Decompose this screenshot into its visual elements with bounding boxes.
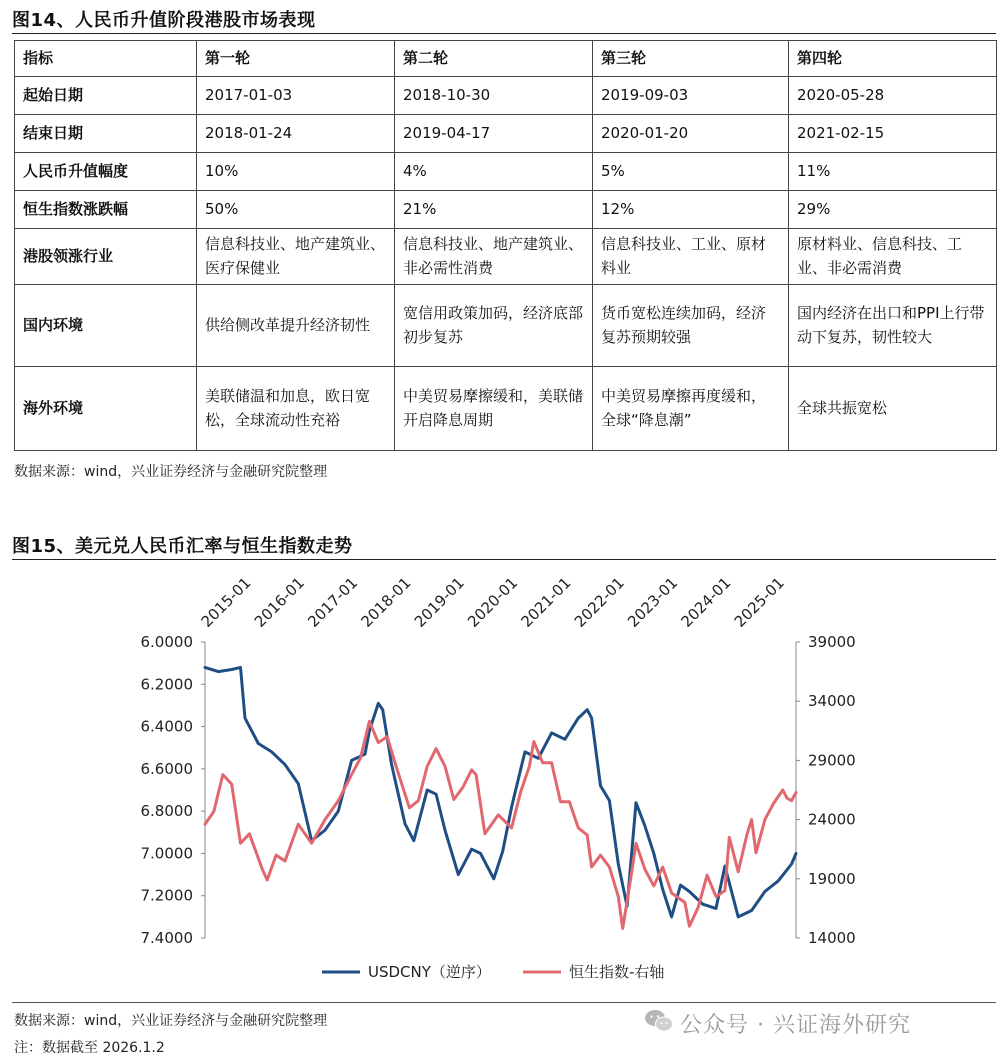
table-cell: 12%	[593, 191, 789, 229]
row-label: 港股领涨行业	[15, 229, 197, 285]
left-tick-label: 7.4000	[140, 929, 193, 947]
left-tick-label: 7.2000	[140, 886, 193, 905]
left-tick-label: 6.0000	[140, 633, 193, 651]
title-rule	[12, 33, 996, 34]
table-cell: 2020-01-20	[593, 115, 789, 153]
table-cell: 原材料业、信息科技、工业、非必需消费	[789, 229, 997, 285]
chart-bottom-rule	[12, 1002, 996, 1003]
x-tick-label: 2016-01	[250, 573, 308, 631]
table-row	[15, 229, 997, 285]
table-cell: 信息科技业、地产建筑业、非必需性消费	[395, 229, 593, 285]
table-cell: 信息科技业、工业、原材料业	[593, 229, 789, 285]
x-tick-label: 2022-01	[570, 573, 628, 631]
table-cell: 国内经济在出口和PPI上行带动下复苏，韧性较大	[789, 285, 997, 367]
x-tick-label: 2017-01	[304, 573, 362, 631]
row-label: 结束日期	[15, 115, 197, 153]
table-cell: 宽信用政策加码，经济底部初步复苏	[395, 285, 593, 367]
table-source-note: 数据来源：wind，兴业证券经济与金融研究院整理	[14, 464, 328, 480]
chart-date-note: 注：数据截至 2026.1.2	[14, 1040, 165, 1056]
x-tick-label: 2021-01	[517, 573, 575, 631]
legend-label: 恒生指数-右轴	[569, 963, 665, 981]
table-row	[15, 367, 997, 451]
table-cell: 11%	[789, 153, 997, 191]
row-label: 海外环境	[15, 367, 197, 451]
fx-hsi-line-chart	[0, 560, 1004, 1000]
table-cell: 中美贸易摩擦再度缓和，全球“降息潮”	[593, 367, 789, 451]
table-cell: 2021-02-15	[789, 115, 997, 153]
right-tick-label: 29000	[808, 751, 856, 770]
right-tick-label: 19000	[808, 869, 856, 888]
right-tick-label: 39000	[808, 633, 856, 651]
table-header-row	[15, 41, 997, 77]
left-tick-label: 7.0000	[140, 844, 193, 863]
row-label: 人民币升值幅度	[15, 153, 197, 191]
table-row	[15, 285, 997, 367]
chart-figure-title: 图15、美元兑人民币汇率与恒生指数走势	[12, 536, 353, 557]
table-cell: 全球共振宽松	[789, 367, 997, 451]
table-cell: 货币宽松连续加码，经济复苏预期较强	[593, 285, 789, 367]
table-cell: 2019-09-03	[593, 77, 789, 115]
header-cell: 第一轮	[197, 41, 395, 77]
row-label: 国内环境	[15, 285, 197, 367]
table-figure-title: 图14、人民币升值阶段港股市场表现	[12, 10, 316, 31]
header-cell: 指标	[15, 41, 197, 77]
table-cell: 2018-01-24	[197, 115, 395, 153]
row-label: 起始日期	[15, 77, 197, 115]
left-tick-label: 6.8000	[140, 802, 193, 821]
x-tick-label: 2019-01	[410, 573, 468, 631]
table-cell: 供给侧改革提升经济韧性	[197, 285, 395, 367]
table-cell: 信息科技业、地产建筑业、医疗保健业	[197, 229, 395, 285]
header-cell: 第四轮	[789, 41, 997, 77]
table-row	[15, 77, 997, 115]
table-cell: 2019-04-17	[395, 115, 593, 153]
table-cell: 21%	[395, 191, 593, 229]
x-tick-label: 2020-01	[464, 573, 522, 631]
right-tick-label: 24000	[808, 810, 856, 829]
left-tick-label: 6.2000	[140, 675, 193, 694]
table-cell: 50%	[197, 191, 395, 229]
table-row	[15, 115, 997, 153]
chart-source-note: 数据来源：wind，兴业证券经济与金融研究院整理	[14, 1013, 328, 1029]
table-row	[15, 153, 997, 191]
table-cell: 2017-01-03	[197, 77, 395, 115]
table-cell: 中美贸易摩擦缓和，美联储开启降息周期	[395, 367, 593, 451]
legend-label: USDCNY（逆序）	[368, 963, 491, 981]
x-tick-label: 2023-01	[624, 573, 682, 631]
x-tick-label: 2025-01	[730, 573, 788, 631]
table-cell: 2020-05-28	[789, 77, 997, 115]
table-cell: 29%	[789, 191, 997, 229]
x-tick-label: 2024-01	[677, 573, 735, 631]
series-line-hsi	[205, 721, 796, 928]
row-label: 恒生指数涨跌幅	[15, 191, 197, 229]
right-tick-label: 34000	[808, 692, 856, 711]
table-cell: 2018-10-30	[395, 77, 593, 115]
wechat-icon	[644, 1008, 674, 1034]
table-cell: 4%	[395, 153, 593, 191]
x-tick-label: 2015-01	[197, 573, 255, 631]
table-cell: 美联储温和加息，欧日宽松，全球流动性充裕	[197, 367, 395, 451]
performance-table	[14, 40, 997, 451]
table-cell: 10%	[197, 153, 395, 191]
header-cell: 第三轮	[593, 41, 789, 77]
table-cell: 5%	[593, 153, 789, 191]
header-cell: 第二轮	[395, 41, 593, 77]
left-tick-label: 6.6000	[140, 759, 193, 778]
watermark: 公众号 · 兴证海外研究	[680, 1013, 911, 1038]
x-tick-label: 2018-01	[357, 573, 415, 631]
left-tick-label: 6.4000	[140, 717, 193, 736]
table-row	[15, 191, 997, 229]
right-tick-label: 14000	[808, 929, 856, 947]
